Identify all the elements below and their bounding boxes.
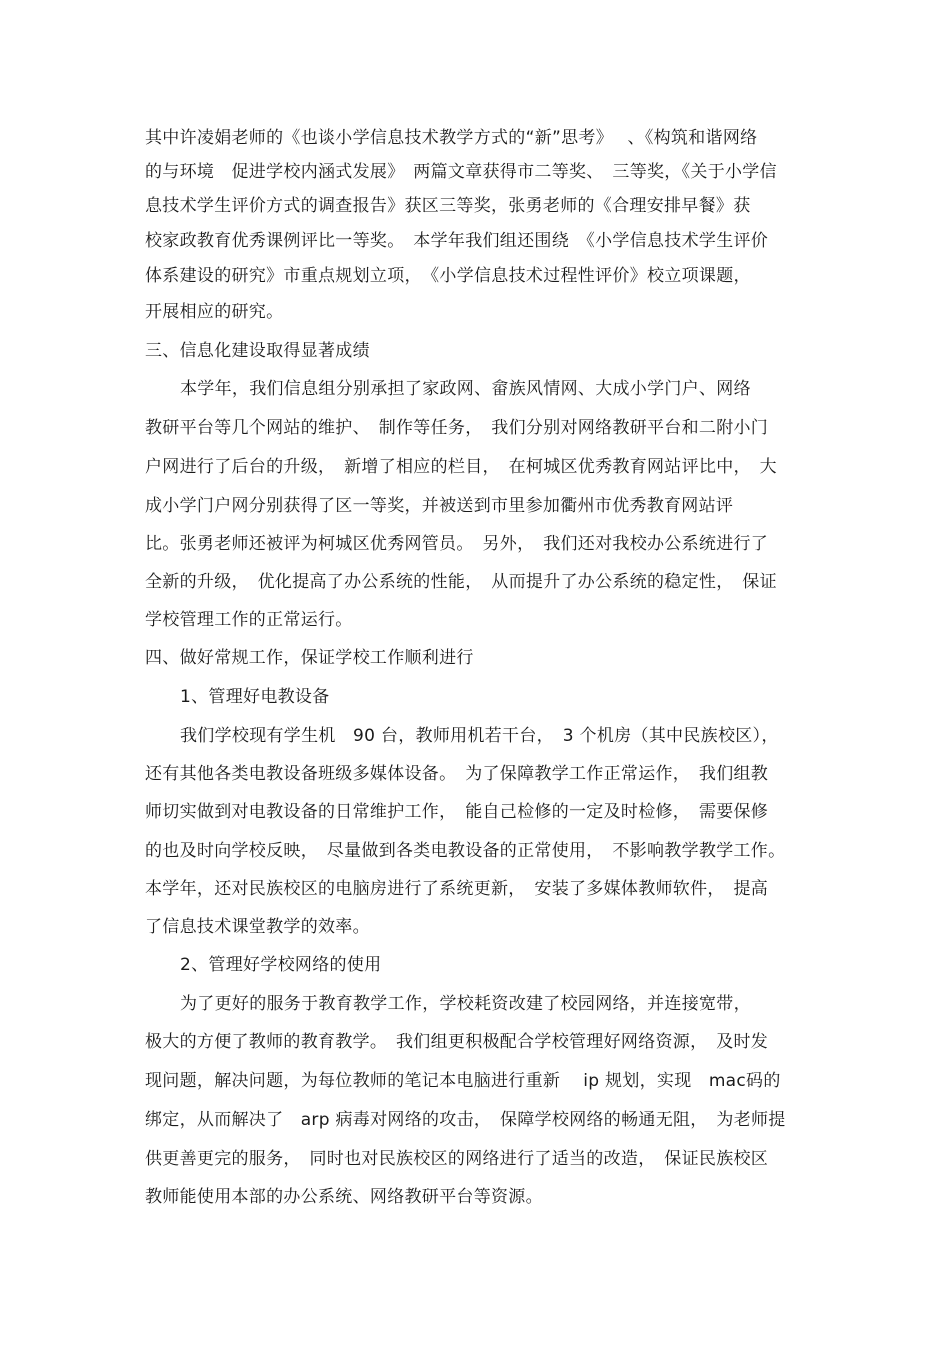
text-line: 师切实做到对电教设备的日常维护工作， 能自己检修的一定及时检修， 需要保修 xyxy=(145,802,769,822)
text-line: 供更善更完的服务， 同时也对民族校区的网络进行了适当的改造， 保证民族校区 xyxy=(145,1149,769,1169)
section-heading: 四、做好常规工作，保证学校工作顺利进行 xyxy=(145,648,474,668)
text-line: 极大的方便了教师的教育教学。 我们组更积极配合学校管理好网络资源， 及时发 xyxy=(145,1032,769,1052)
text-line: 了信息技术课堂教学的效率。 xyxy=(145,917,370,937)
text-line: 教研平台等几个网站的维护、 制作等任务， 我们分别对网络教研平台和二附小门 xyxy=(145,418,769,438)
text-line: 其中许凌娟老师的《也谈小学信息技术教学方式的“新”思考》 、《构筑和谐网络 xyxy=(145,128,758,148)
text-line: 校家政教育优秀课例评比一等奖。 本学年我们组还围绕 《小学信息技术学生评价 xyxy=(145,231,769,251)
text-line: 息技术学生评价方式的调查报告》获区三等奖，张勇老师的《合理安排早餐》获 xyxy=(145,196,751,216)
subsection-heading: 1、管理好电教设备 xyxy=(180,687,330,707)
text-line: 为了更好的服务于教育教学工作，学校耗资改建了校园网络，并连接宽带， xyxy=(180,994,751,1014)
subsection-heading: 2、管理好学校网络的使用 xyxy=(180,955,382,975)
text-line: 绑定，从而解决了 arp 病毒对网络的攻击， 保障学校网络的畅通无阻， 为老师提 xyxy=(145,1110,786,1130)
text-line: 学校管理工作的正常运行。 xyxy=(145,610,353,630)
text-line: 教师能使用本部的办公系统、网络教研平台等资源。 xyxy=(145,1187,543,1207)
text-line: 户网进行了后台的升级， 新增了相应的栏目， 在柯城区优秀教育网站评比中， 大 xyxy=(145,457,777,477)
text-line: 的与环境 促进学校内涵式发展》 两篇文章获得市二等奖、 三等奖，《关于小学信 xyxy=(145,162,777,182)
text-line: 成小学门户网分别获得了区一等奖，并被送到市里参加衢州市优秀教育网站评 xyxy=(145,496,734,516)
text-line: 现问题，解决问题，为每位教师的笔记本电脑进行重新 ip 规划，实现 mac码的 xyxy=(145,1071,781,1091)
text-line: 开展相应的研究。 xyxy=(145,302,284,322)
text-line: 我们学校现有学生机 90 台，教师用机若干台， 3 个机房（其中民族校区）， xyxy=(180,726,779,746)
text-line: 的也及时向学校反映， 尽量做到各类电教设备的正常使用， 不影响教学教学工作。 xyxy=(145,841,786,861)
section-heading: 三、信息化建设取得显著成绩 xyxy=(145,341,370,361)
text-line: 全新的升级， 优化提高了办公系统的性能， 从而提升了办公系统的稳定性， 保证 xyxy=(145,572,777,592)
text-line: 本学年，还对民族校区的电脑房进行了系统更新， 安装了多媒体教师软件， 提高 xyxy=(145,879,769,899)
text-line: 体系建设的研究》市重点规划立项， 《小学信息技术过程性评价》校立项课题， xyxy=(145,266,751,286)
text-line: 比。张勇老师还被评为柯城区优秀网管员。 另外， 我们还对我校办公系统进行了 xyxy=(145,534,769,554)
text-line: 还有其他各类电教设备班级多媒体设备。 为了保障教学工作正常运作， 我们组教 xyxy=(145,764,769,784)
text-line: 本学年，我们信息组分别承担了家政网、畲族风情网、大成小学门户、网络 xyxy=(180,379,751,399)
